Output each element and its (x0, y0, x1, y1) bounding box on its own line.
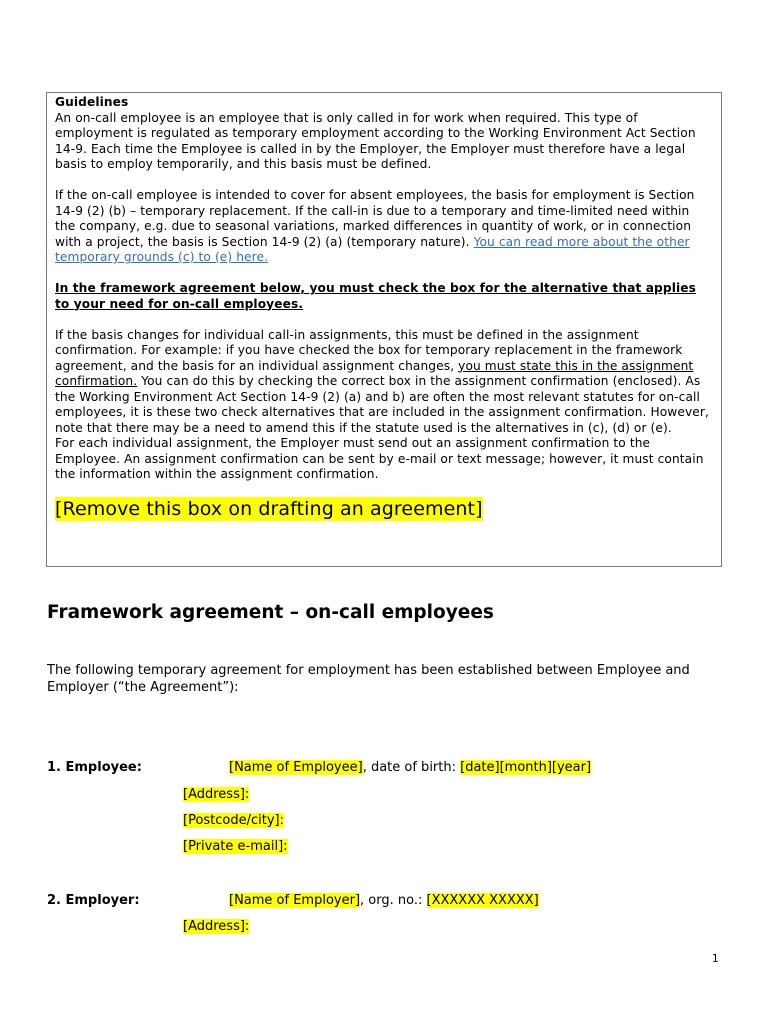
guidelines-paragraph-2 (55, 188, 713, 266)
guidelines-paragraph-3-text-b: You can do this by checking the correct box in the assignment confirmation (enclosed). As the Working Environment Act Section 14-9 (2) (a) and b) are often the most relevant statutes for on-call employees, it is these two check alternatives that are included in the assignment confirmation. However, note that there may be a need to amend this if the statute used is the alternatives in (c), (d) or (e). (55, 374, 709, 435)
date-of-birth-label: , date of birth: (362, 760, 461, 775)
guidelines-paragraph-2-text: If the on-call employee is intended to cover for absent employees, the basis for employment is Section 14-9 (2) (b) – temporary replacement. If the call-in is due to a temporary and time-limited need within the company, e.g. due to seasonal variations, marked differences in quantity of work, or in connection with a project, the basis is Section 14-9 (2) (a) (temporary nature). (55, 188, 695, 249)
employer-name-field[interactable]: [Name of Employer] (229, 893, 361, 908)
org-number-label: , org. no.: (360, 893, 427, 908)
remove-box-note: [Remove this box on drafting an agreement] (55, 497, 483, 520)
employee-row (47, 759, 142, 776)
guidelines-box (46, 92, 722, 567)
employer-row (47, 892, 140, 909)
employee-email-field[interactable]: [Private e-mail]: (183, 839, 288, 854)
guidelines-paragraph-3-text-a: If the basis changes for individual call-in assignments, this must be defined in the assignment confirmation. For example: if you have checked the box for temporary replacement in the framework agreement, and the basis for an individual assignment changes, (55, 327, 683, 373)
guidelines-title: Guidelines (55, 95, 129, 109)
employee-address-field[interactable]: [Address]: (183, 787, 250, 802)
date-of-birth-field[interactable]: [date][month][year] (460, 760, 592, 775)
org-number-field[interactable]: [XXXXXX XXXXX] (426, 893, 539, 908)
employee-label: 1. Employee: (47, 760, 142, 775)
page-number: 1 (712, 953, 719, 965)
guidelines-paragraph-3 (55, 328, 713, 437)
employee-name-row (229, 759, 591, 776)
guidelines-paragraph-3-underlined: you must state this in the assignment confirmation. (55, 358, 694, 388)
employer-label: 2. Employer: (47, 893, 140, 908)
document-title: Framework agreement – on-call employees (47, 602, 494, 623)
employee-postcode-field[interactable]: [Postcode/city]: (183, 813, 285, 828)
employer-address-field[interactable]: [Address]: (183, 919, 250, 934)
temporary-grounds-link[interactable]: You can read more about the other temporary grounds (c) to (e) here. (55, 234, 690, 264)
guidelines-paragraph-4: For each individual assignment, the Employer must send out an assignment confirmation to the Employee. An assignment confirmation can be sent by e-mail or text message; however, it must contain the information within the assignment confirmation. (55, 436, 704, 481)
framework-instruction: In the framework agreement below, you must check the box for the alternative that applies to your need for on-call employees. (55, 281, 696, 311)
guidelines-paragraph-1: An on-call employee is an employee that is only called in for work when required. This type of employment is regulated as temporary employment according to the Working Environment Act Section 14-9. Each time the Employee is called in by the Employer, the Employer must therefore have a legal basis to employ temporarily, and this basis must be defined. (55, 110, 696, 171)
agreement-intro: The following temporary agreement for employment has been established between Employee and Employer (“the Agreement”): (47, 663, 690, 695)
employer-name-row (229, 892, 539, 909)
employee-name-field[interactable]: [Name of Employee] (229, 760, 363, 775)
